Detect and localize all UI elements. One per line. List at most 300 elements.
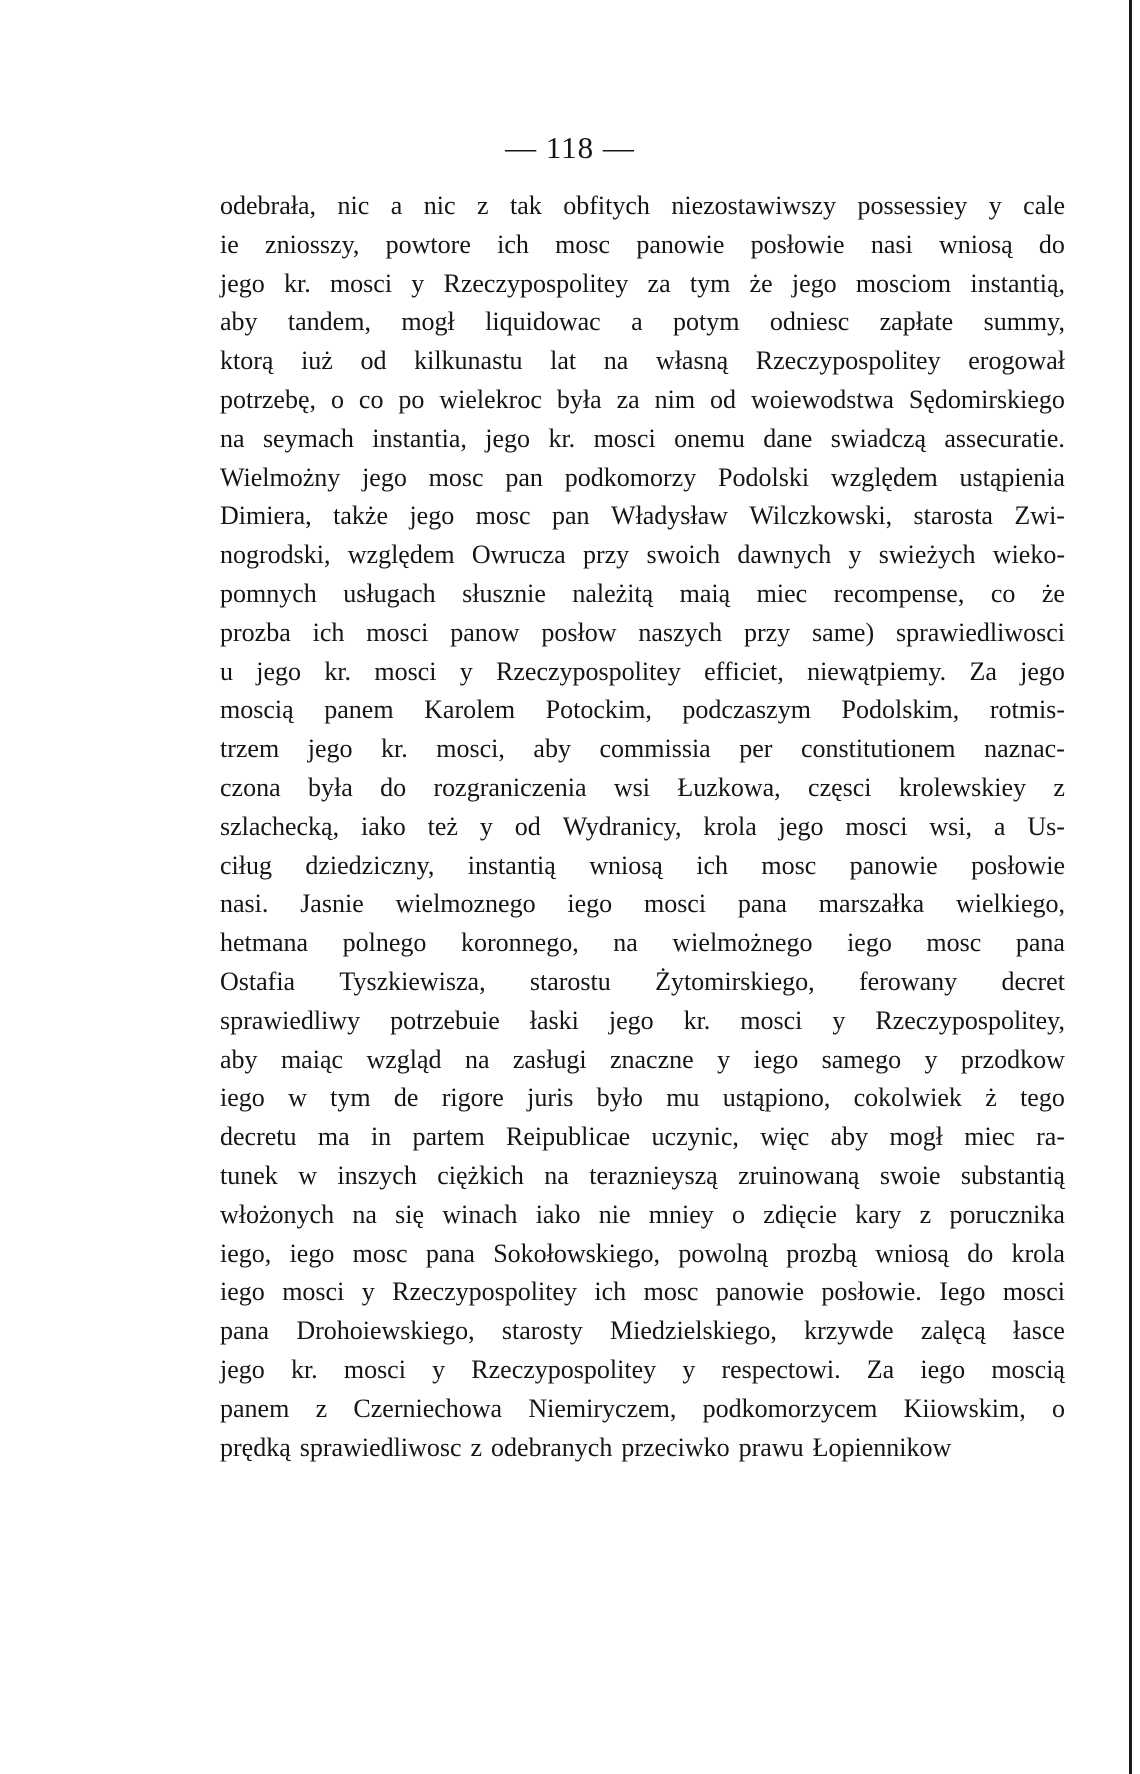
text-word: Ostafia (220, 966, 296, 996)
text-word: maią (679, 578, 731, 608)
text-word: y (361, 1277, 375, 1307)
text-word: ich (594, 1277, 627, 1307)
text-word: tym (330, 1083, 371, 1113)
text-word: liquidowac (485, 307, 601, 337)
text-word: przy (582, 540, 630, 570)
text-word: dziedziczny, (305, 850, 435, 880)
text-word: Rzeczypospolitey, (875, 1005, 1065, 1035)
text-word: hetmana (220, 928, 309, 958)
text-word: zruinowaną (738, 1160, 860, 1190)
text-word: posłowie (750, 229, 845, 259)
text-word: summy, (983, 307, 1065, 337)
text-word: kr. (283, 268, 311, 298)
text-word: co (358, 384, 384, 414)
text-word: y (988, 191, 1002, 220)
text-word: naszych (638, 617, 723, 647)
text-word: sprawiedliwosc (299, 1432, 462, 1462)
text-word: respectowi. (721, 1354, 841, 1384)
text-word: podkomorzycem (702, 1393, 878, 1423)
text-word: Zwi- (1014, 501, 1065, 531)
text-word: w (288, 1083, 307, 1113)
text-word: swoich (646, 540, 721, 570)
text-word: do (1038, 229, 1065, 259)
text-word: była (308, 772, 353, 802)
page-binding-edge (1129, 0, 1132, 1774)
text-word: krola (703, 811, 757, 841)
text-word: pan (505, 462, 543, 492)
text-word: iego (220, 1277, 265, 1307)
text-word: aby (830, 1122, 869, 1152)
text-word: efficiet, (704, 656, 784, 686)
text-word: Sędomirskiego (908, 384, 1065, 414)
text-word: więc (760, 1122, 810, 1152)
text-word: jego (778, 811, 824, 841)
text-word: y (459, 656, 473, 686)
text-word: Reipublicae (506, 1122, 631, 1152)
text-word: z (919, 1199, 932, 1229)
text-word: co (990, 578, 1016, 608)
text-word: mosci (343, 1354, 406, 1384)
text-line (220, 381, 1065, 420)
text-word: assecuratie. (944, 423, 1065, 453)
text-word: że (749, 268, 773, 298)
text-word: na (352, 1199, 377, 1229)
text-word: mniey (648, 1199, 714, 1229)
text-word: Dimiera, (220, 501, 312, 531)
text-word: possessiey (857, 191, 968, 220)
text-word: wniosą (589, 850, 663, 880)
text-word: jego (256, 656, 302, 686)
text-word: niezostawiwszy (671, 191, 836, 220)
text-word: Tyszkiewisza, (339, 966, 486, 996)
text-word: Rzeczypospolitey (392, 1277, 577, 1307)
text-word: jego (1020, 656, 1065, 686)
text-word: przy (743, 617, 791, 647)
text-word: o (732, 1199, 746, 1229)
text-word: także (333, 501, 388, 531)
text-line (220, 1002, 1065, 1041)
text-word: tym (689, 268, 731, 298)
text-word: decret (1001, 966, 1065, 996)
text-word: mosc (555, 229, 611, 259)
text-word: Us- (1027, 811, 1065, 841)
text-word: po (398, 384, 425, 414)
text-word: Potockim, (545, 695, 652, 725)
text-line (220, 1312, 1065, 1351)
text-word: sprawiedliwosci (896, 617, 1065, 647)
text-word: kr. (381, 734, 408, 764)
page-number: — 118 — (505, 130, 635, 165)
text-word: na (613, 928, 638, 958)
text-word: iego (847, 928, 892, 958)
text-word: zapłate (879, 307, 954, 337)
text-word: panowie (849, 850, 938, 880)
text-word: aby (220, 307, 258, 337)
text-word: iego (920, 1354, 966, 1384)
text-word: wielmożnego (672, 928, 813, 958)
text-line (220, 769, 1065, 808)
text-word: mosc (761, 850, 817, 880)
text-line (220, 924, 1065, 963)
text-word: łaski (529, 1005, 579, 1035)
text-word: instantia, (372, 423, 467, 453)
text-word: zasługi (512, 1044, 587, 1074)
text-word: Kiiowskim, (903, 1393, 1026, 1423)
text-word: z (315, 1393, 328, 1423)
text-word: Wielmożny (220, 462, 341, 492)
text-word: na (464, 1044, 490, 1074)
text-word: prędką (220, 1432, 291, 1462)
text-word: tunek (220, 1160, 278, 1190)
text-word: wielkiego, (955, 889, 1065, 919)
text-word: a (631, 307, 643, 337)
text-word: mosci (329, 268, 393, 298)
text-word: odniesc (769, 307, 850, 337)
text-word: starosta (913, 501, 993, 531)
text-word: pana (220, 1316, 270, 1346)
text-word: y (924, 1044, 938, 1074)
text-word: cale (1023, 191, 1065, 220)
text-word: pomnych (220, 578, 317, 608)
text-word: odebranych (491, 1432, 613, 1462)
text-word: recompense, (833, 578, 965, 608)
text-word: jego (362, 462, 407, 492)
text-line (220, 459, 1065, 498)
text-word: prozba (220, 617, 291, 647)
text-word: commissia (599, 734, 711, 764)
text-word: iego (567, 889, 613, 919)
text-word: erogował (968, 346, 1065, 376)
text-line (220, 1157, 1065, 1196)
text-word: ie (220, 229, 239, 259)
text-word: juris (527, 1083, 574, 1113)
text-word: nasi. (220, 889, 269, 919)
text-word: cokolwiek (853, 1083, 962, 1113)
text-word: za (616, 384, 640, 414)
text-word: Łopiennikow (812, 1432, 952, 1462)
text-word: była (556, 384, 602, 414)
text-line (220, 653, 1065, 692)
text-word: porucznika (949, 1199, 1065, 1229)
text-word: czona (220, 772, 281, 802)
text-line (220, 226, 1065, 265)
text-line (220, 1118, 1065, 1157)
text-word: Niemiryczem, (528, 1393, 677, 1423)
text-word: mosci (366, 617, 429, 647)
text-word: łasce (1013, 1316, 1065, 1346)
text-word: od (514, 811, 541, 841)
text-word: ciług (220, 850, 272, 880)
text-line (220, 187, 1065, 226)
text-word: moscią (991, 1354, 1065, 1384)
text-word: iako (535, 1199, 581, 1229)
text-word: zalęcą (920, 1316, 986, 1346)
text-word: Sokołowskiego, (493, 1238, 661, 1268)
text-word: de (393, 1083, 419, 1113)
text-word: nim (654, 384, 696, 414)
text-word: iego, (220, 1238, 272, 1268)
text-word: też (427, 811, 458, 841)
text-word: kr. (683, 1005, 711, 1035)
text-word: mosciom (855, 268, 952, 298)
text-word: odebrała, (220, 191, 317, 220)
text-line (220, 1351, 1065, 1390)
text-word: mogł (401, 307, 455, 337)
body-text (220, 187, 1065, 1467)
text-word: prawu (738, 1432, 804, 1462)
text-word: zniosszy, (265, 229, 360, 259)
text-word: tak (509, 191, 542, 220)
text-word: ich (312, 617, 345, 647)
text-word: Iego (939, 1277, 986, 1307)
text-line (220, 730, 1065, 769)
text-word: marszałka (818, 889, 925, 919)
text-word: a (390, 191, 403, 220)
text-word: constitutionem (800, 734, 956, 764)
text-word: ustąpienia (959, 462, 1065, 492)
text-word: aby (220, 1044, 258, 1074)
text-word: aby (533, 734, 571, 764)
text-word: nasi (870, 229, 913, 259)
text-word: włożonych (220, 1199, 335, 1229)
text-word: na (544, 1160, 569, 1190)
text-word: y (717, 1044, 731, 1074)
text-word: mosci (643, 889, 707, 919)
text-word: krzywde (804, 1316, 894, 1346)
text-word: y (411, 268, 425, 298)
text-word: seymach (262, 423, 354, 453)
text-word: y (832, 1005, 846, 1035)
text-word: od (710, 384, 737, 414)
text-word: same) (812, 617, 875, 647)
text-word: kilkunastu (414, 346, 523, 376)
text-word: mosci (282, 1277, 345, 1307)
text-line (220, 303, 1065, 342)
text-word: rigore (441, 1083, 504, 1113)
text-word: przodkow (960, 1044, 1065, 1074)
text-word: słusznie (462, 578, 546, 608)
text-word: ich (497, 229, 529, 259)
text-word: wieko- (992, 540, 1065, 570)
text-word: na (603, 346, 629, 376)
text-word: decretu (220, 1122, 297, 1152)
text-word: sprawiedliwy (220, 1005, 361, 1035)
text-word: do (967, 1238, 994, 1268)
text-word: potrzebę, (220, 384, 317, 414)
text-word: trzem (220, 734, 280, 764)
text-word: jego (485, 423, 531, 453)
text-word: usługach (343, 578, 436, 608)
text-line (220, 265, 1065, 304)
text-word: przeciwko (621, 1432, 730, 1462)
text-word: starostu (529, 966, 611, 996)
text-word: ferowany (858, 966, 958, 996)
text-word: instantią, (970, 268, 1065, 298)
text-word: Władysław (611, 501, 728, 531)
text-word: własną (655, 346, 729, 376)
text-word: Rzeczypospolitey (755, 346, 941, 376)
text-word: a (993, 811, 1006, 841)
text-word: Za (866, 1354, 895, 1384)
text-word: z (1053, 772, 1065, 802)
text-line (220, 1273, 1065, 1312)
text-word: od (360, 346, 387, 376)
text-word: nic (337, 191, 370, 220)
text-word: jego (307, 734, 353, 764)
text-word: ich (696, 850, 728, 880)
text-word: wzgląd (366, 1044, 442, 1074)
text-word: z (470, 1432, 483, 1462)
text-word: mosci (1002, 1277, 1065, 1307)
text-word: mosc (352, 1238, 408, 1268)
text-word: kary (855, 1199, 902, 1229)
text-word: Za (969, 656, 997, 686)
text-word: swoie (879, 1160, 941, 1190)
text-word: panowie (715, 1277, 804, 1307)
text-word: nogrodski, (220, 540, 331, 570)
text-word: panem (220, 1393, 290, 1423)
text-word: niewątpiemy. (807, 656, 947, 686)
text-word: mosc (926, 928, 982, 958)
text-line (220, 1196, 1065, 1235)
text-line (220, 808, 1065, 847)
text-word: panowie (636, 229, 725, 259)
text-word: rozgraniczenia (433, 772, 587, 802)
text-word: ra- (1036, 1122, 1065, 1152)
text-word: miec (756, 578, 808, 608)
text-word: tego (1020, 1083, 1065, 1113)
text-word: winach (442, 1199, 518, 1229)
text-word: pan (552, 501, 590, 531)
text-line (220, 497, 1065, 536)
text-word: iako (361, 811, 406, 841)
text-word: krola (1011, 1238, 1065, 1268)
text-word: jego (220, 268, 265, 298)
text-word: za (647, 268, 671, 298)
text-word: dane (763, 423, 813, 453)
text-word: szlachecką, (220, 811, 340, 841)
text-word: zdięcie (763, 1199, 837, 1229)
text-word: posłowie. (821, 1277, 922, 1307)
text-word: panow (450, 617, 520, 647)
text-word: nie (598, 1199, 631, 1229)
text-word: mosc (428, 462, 484, 492)
text-word: jego (791, 268, 837, 298)
text-line (220, 420, 1065, 459)
text-word: teraznieyszą (589, 1160, 718, 1190)
text-word: jego (409, 501, 455, 531)
text-line (220, 1079, 1065, 1118)
text-line (220, 1429, 1065, 1468)
text-line (220, 1235, 1065, 1274)
text-word: koronnego, (461, 928, 579, 958)
text-line (220, 342, 1065, 381)
text-word: panem (324, 695, 394, 725)
text-word: ż (985, 1083, 997, 1113)
text-word: miec (964, 1122, 1015, 1152)
text-line (220, 575, 1065, 614)
text-word: naznac- (984, 734, 1065, 764)
text-word: wniosą (875, 1238, 949, 1268)
text-word: potrzebuie (390, 1005, 500, 1035)
text-word: krolewskiey (898, 772, 1027, 802)
text-word: y (432, 1354, 446, 1384)
text-word: jego (220, 1354, 265, 1384)
text-word: woiewodstwa (750, 384, 894, 414)
text-word: Rzeczypospolitey (443, 268, 629, 298)
text-word: u (220, 656, 233, 686)
text-word: Podolski (718, 462, 810, 492)
text-word: Karolem (424, 695, 516, 725)
text-word: y (479, 811, 493, 841)
text-word: kr. (324, 656, 352, 686)
text-line (220, 847, 1065, 886)
text-word: się (395, 1199, 425, 1229)
text-word: z (476, 191, 489, 220)
text-word: Drohoiewskiego, (296, 1316, 475, 1346)
text-word: mosc (643, 1277, 699, 1307)
text-word: wsi (613, 772, 651, 802)
text-word: Rzeczypospolitey (496, 656, 681, 686)
text-word: in (370, 1122, 392, 1152)
text-word: podczaszym (682, 695, 811, 725)
text-word: iego (753, 1044, 799, 1074)
text-word: maiąc (280, 1044, 344, 1074)
text-word: względem (830, 462, 938, 492)
text-word: starosty (501, 1316, 583, 1346)
text-word: pana (425, 1238, 475, 1268)
text-word: Czerniechowa (353, 1393, 503, 1423)
text-word: o (330, 384, 344, 414)
text-word: samego (821, 1044, 902, 1074)
text-word: onemu (674, 423, 745, 453)
text-word: powtore (385, 229, 471, 259)
text-word: mogł (889, 1122, 943, 1152)
text-word: ktorą (220, 346, 274, 376)
text-word: Miedzielskiego, (610, 1316, 777, 1346)
text-word: powolną (678, 1238, 768, 1268)
text-line (220, 536, 1065, 575)
text-line (220, 963, 1065, 1002)
text-word: uczynic, (651, 1122, 739, 1152)
text-word: mosc (475, 501, 531, 531)
text-word: Łuzkowa, (677, 772, 781, 802)
text-word: prozbą (786, 1238, 857, 1268)
text-word: podkomorzy (564, 462, 697, 492)
text-word: kr. (290, 1354, 318, 1384)
text-word: mosci (740, 1005, 803, 1035)
text-word: należitą (572, 578, 654, 608)
text-line (220, 1041, 1065, 1080)
text-word: kr. (548, 423, 576, 453)
text-word: mosci (593, 423, 656, 453)
text-word: partem (412, 1122, 485, 1152)
text-word: per (739, 734, 773, 764)
text-word: mosci, (436, 734, 505, 764)
text-word: Żytomirskiego, (655, 966, 815, 996)
text-word: pana (1015, 928, 1065, 958)
text-word: instantią (467, 850, 556, 880)
text-word: moscią (220, 695, 294, 725)
text-word: y (848, 540, 862, 570)
text-word: substantią (960, 1160, 1065, 1190)
text-word: do (380, 772, 407, 802)
text-word: wielekroc (439, 384, 542, 414)
text-word: posłow (541, 617, 617, 647)
text-word: ciężkich (437, 1160, 524, 1190)
text-word: Jasnie (300, 889, 364, 919)
text-word: swiadczą (830, 423, 926, 453)
